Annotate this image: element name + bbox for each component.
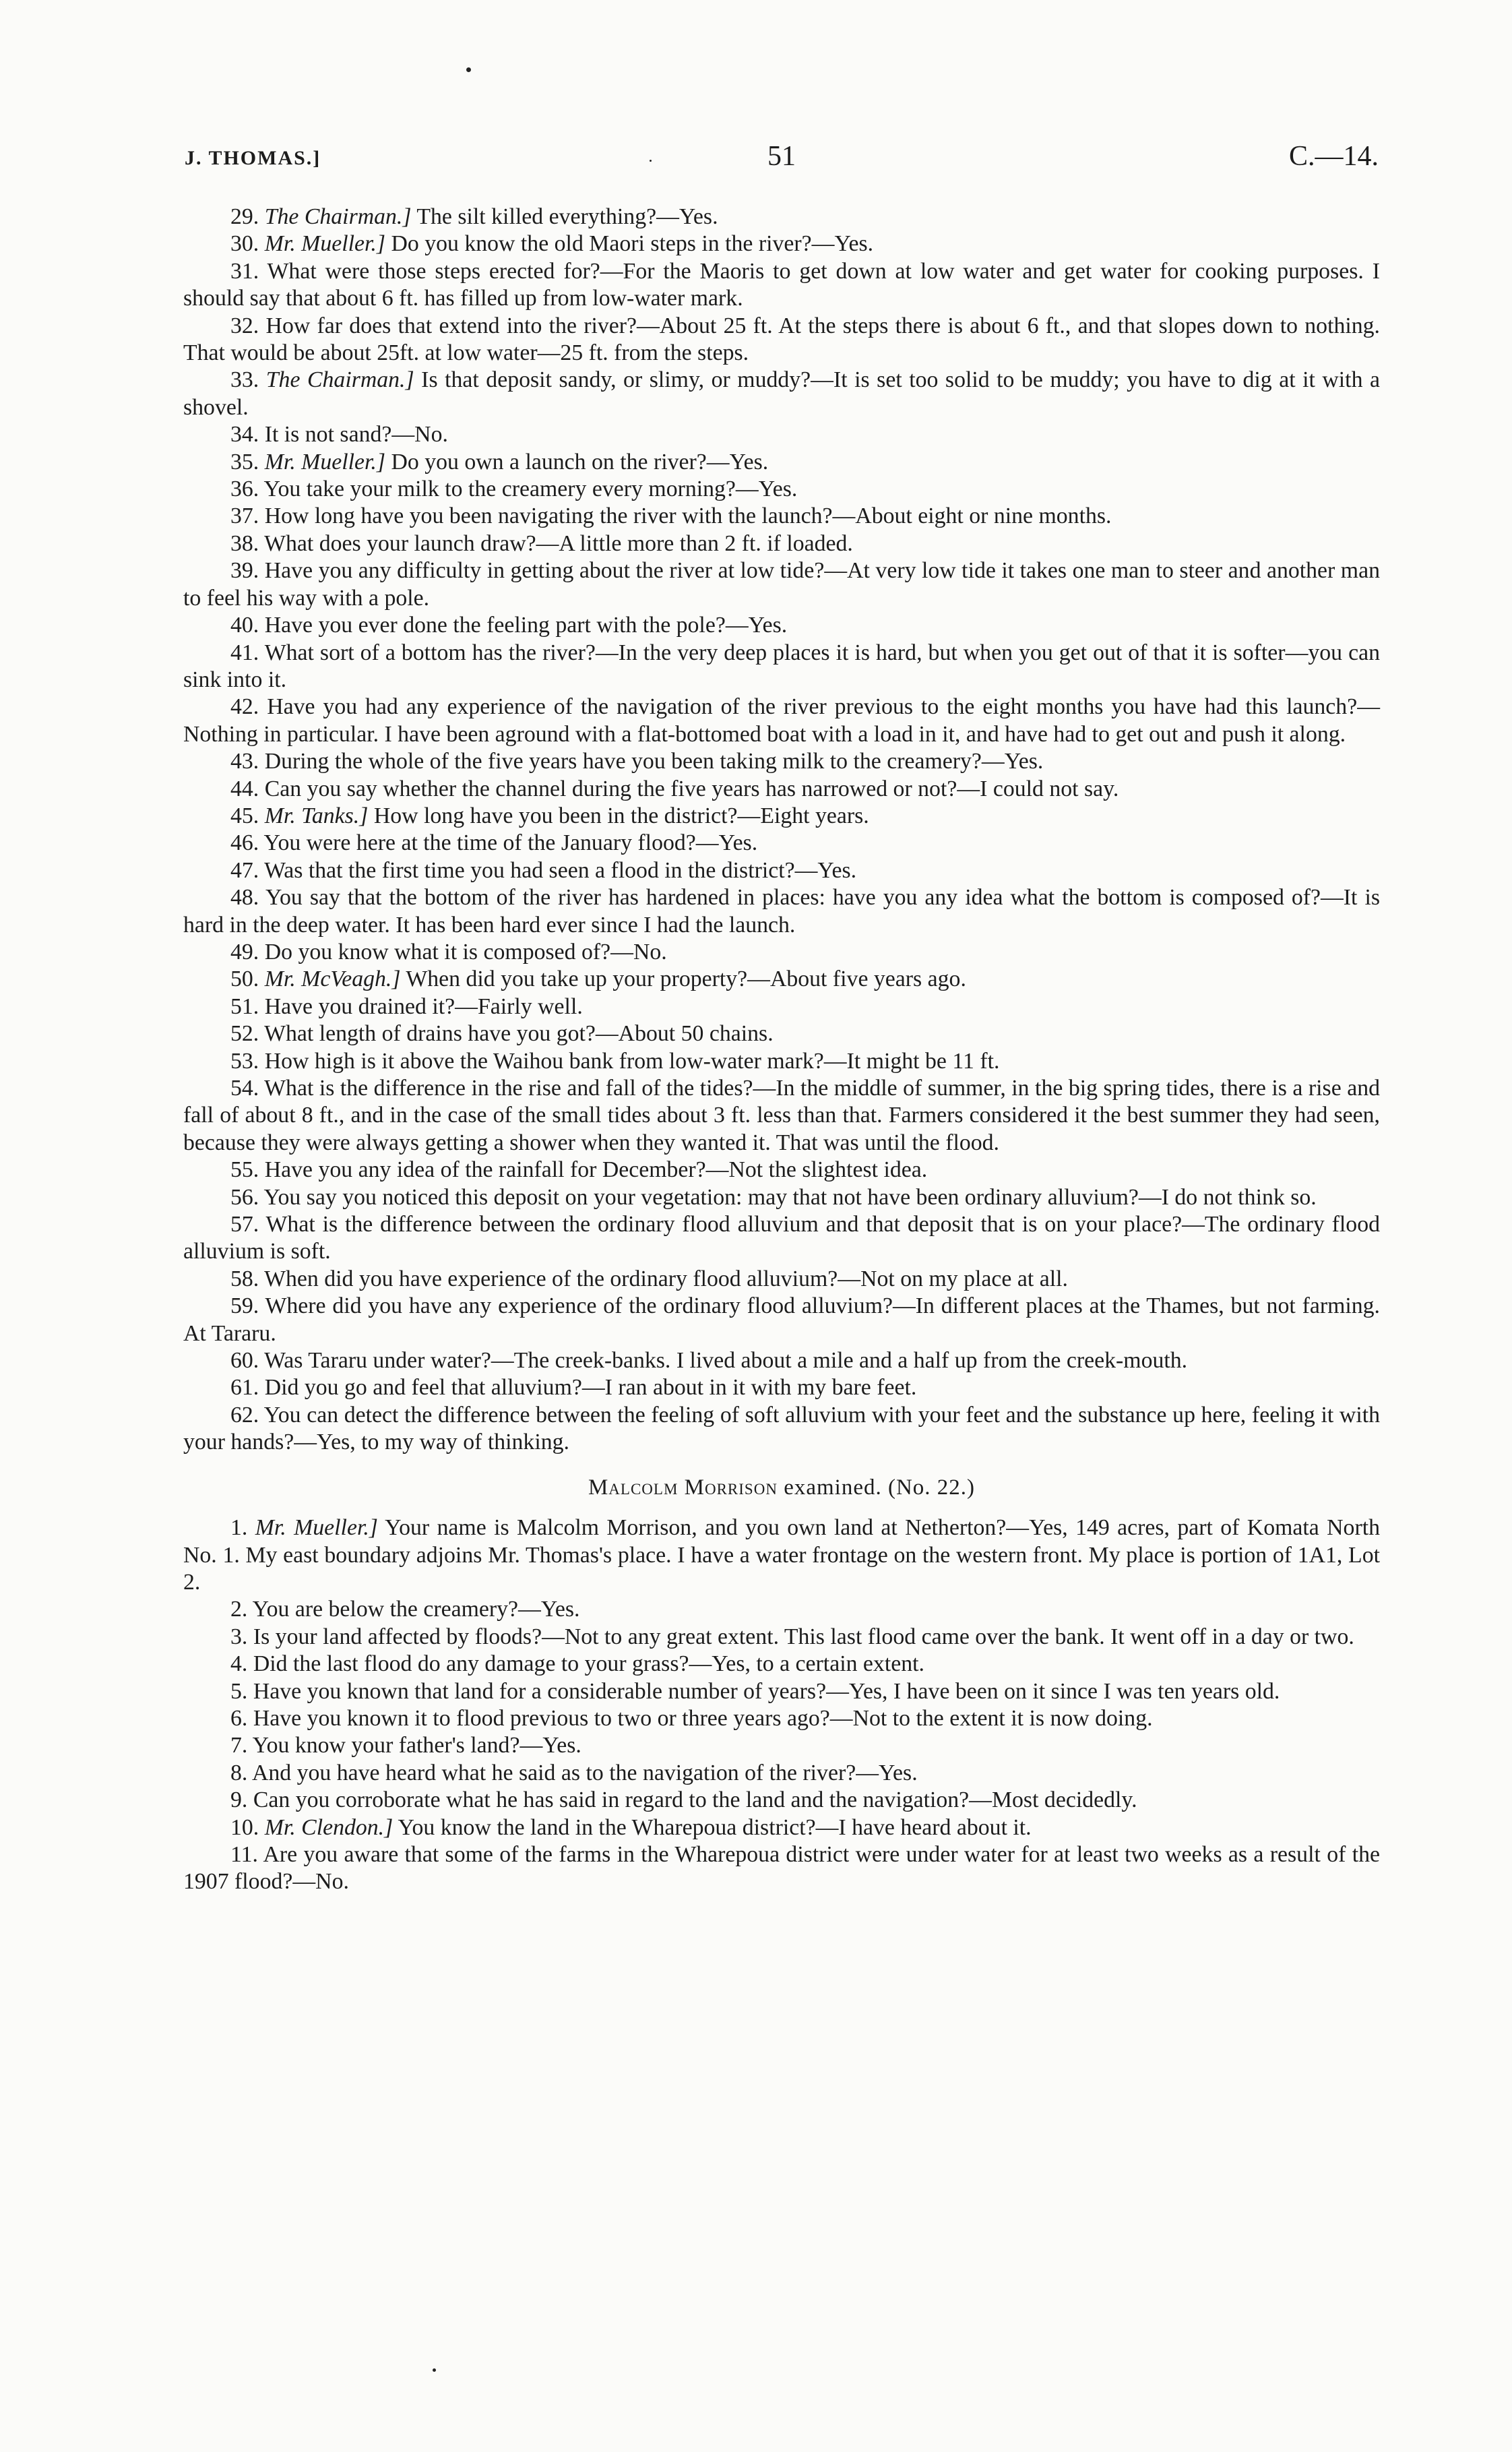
question-number: 58. <box>230 1266 259 1291</box>
question-paragraph <box>183 231 1380 257</box>
question-text: Is your land affected by floods?—Not to any great extent. This last flood came over the bank. It went off in a day or two. <box>253 1624 1354 1649</box>
transcript-body <box>183 204 1380 1896</box>
question-paragraph <box>183 503 1380 530</box>
speaker-name: Mr. Mueller.] <box>255 1515 378 1541</box>
question-number: 7. <box>230 1733 248 1758</box>
question-paragraph <box>183 694 1380 748</box>
question-number: 56. <box>230 1184 259 1210</box>
question-number: 35. <box>230 449 259 474</box>
question-text: It is not sand?—No. <box>264 422 448 448</box>
question-paragraph <box>183 1651 1380 1678</box>
question-paragraph <box>183 640 1380 694</box>
question-text: Do you know what it is composed of?—No. <box>264 939 667 964</box>
question-text: You can detect the difference between the feeling of soft alluvium with your feet and the substance up here, feeling it with your hands?—Yes, to my way of thinking. <box>183 1402 1380 1455</box>
question-paragraph <box>183 939 1380 966</box>
question-number: 2. <box>230 1597 248 1622</box>
question-paragraph <box>183 748 1380 775</box>
question-text: Have you drained it?—Fairly well. <box>264 993 583 1019</box>
question-text: What is the difference between the ordinary flood alluvium and that deposit that is on your place?—The ordinary flood alluvium is soft. <box>183 1212 1380 1264</box>
question-number: 43. <box>230 749 259 774</box>
question-paragraph <box>183 1841 1380 1896</box>
question-number: 40. <box>230 613 259 638</box>
question-paragraph <box>183 1266 1380 1293</box>
question-paragraph <box>183 966 1380 993</box>
question-number: 8. <box>230 1760 248 1785</box>
witness-name: Malcolm Morrison <box>588 1475 778 1500</box>
speaker-name: Mr. Mueller.] <box>264 231 386 257</box>
question-text: What does your launch draw?—A little more than 2 ft. if loaded. <box>264 530 853 556</box>
question-text: During the whole of the five years have you been taking milk to the creamery?—Yes. <box>264 749 1044 774</box>
question-paragraph <box>183 1624 1380 1651</box>
question-paragraph <box>183 313 1380 367</box>
question-paragraph <box>183 530 1380 557</box>
question-paragraph <box>183 1402 1380 1457</box>
speaker-name: Mr. McVeagh.] <box>264 967 401 992</box>
question-text: You know your father's land?—Yes. <box>252 1733 581 1758</box>
question-text: Did you go and feel that alluvium?—I ran about in it with my bare feet. <box>264 1375 917 1401</box>
question-number: 6. <box>230 1705 248 1731</box>
question-paragraph <box>183 367 1380 421</box>
question-number: 30. <box>230 231 259 257</box>
question-number: 62. <box>230 1402 259 1428</box>
question-text: You take your milk to the creamery every morning?—Yes. <box>263 477 798 502</box>
question-number: 53. <box>230 1048 259 1074</box>
question-text: You say that the bottom of the river has hardened in places: have you any idea what the bottom is composed of?—It is hard in the deep water. It has been hard ever since I had the launch. <box>183 885 1380 938</box>
question-text: Is that deposit sandy, or slimy, or muddy?—It is set too solid to be muddy; you have to dig at it with a shovel. <box>183 367 1380 420</box>
question-paragraph <box>183 1732 1380 1759</box>
question-paragraph <box>183 1020 1380 1047</box>
question-paragraph <box>183 612 1380 639</box>
question-number: 3. <box>230 1624 248 1649</box>
question-number: 11. <box>230 1841 258 1867</box>
question-paragraph <box>183 857 1380 884</box>
question-text: How high is it above the Waihou bank from low-water mark?—It might be 11 ft. <box>264 1048 1000 1074</box>
question-paragraph <box>183 884 1380 939</box>
question-text: Do you know the old Maori steps in the river?—Yes. <box>385 231 874 257</box>
question-paragraph <box>183 1347 1380 1374</box>
question-number: 10. <box>230 1814 259 1840</box>
question-number: 61. <box>230 1375 259 1401</box>
question-number: 33. <box>230 367 259 393</box>
question-paragraph <box>183 1184 1380 1211</box>
question-text: Are you aware that some of the farms in the Wharepoua district were under water for at least two weeks as a result of the 1907 flood?—No. <box>183 1841 1380 1895</box>
question-text: Can you say whether the channel during the five years has narrowed or not?—I could not say. <box>264 776 1119 801</box>
question-number: 41. <box>230 640 259 665</box>
question-paragraph <box>183 1293 1380 1347</box>
question-paragraph <box>183 1514 1380 1596</box>
question-number: 60. <box>230 1348 259 1374</box>
question-paragraph <box>183 1075 1380 1157</box>
question-number: 39. <box>230 558 259 584</box>
question-text: Can you corroborate what he has said in regard to the land and the navigation?—Most decidedly. <box>253 1787 1137 1813</box>
question-text: Have you any idea of the rainfall for December?—Not the slightest idea. <box>264 1157 928 1183</box>
question-number: 59. <box>230 1293 259 1319</box>
question-number: 57. <box>230 1212 259 1237</box>
question-text: You say you noticed this deposit on your vegetation: may that not have been ordinary alluvium?—I do not think so. <box>263 1184 1317 1210</box>
speaker-name: Mr. Clendon.] <box>264 1814 393 1840</box>
question-text: Was Tararu under water?—The creek-banks. I lived about a mile and a half up from the creek-mouth. <box>264 1348 1188 1374</box>
top-dot-mark <box>466 67 471 72</box>
question-paragraph <box>183 1157 1380 1184</box>
question-number: 36. <box>230 477 259 502</box>
section-heading <box>183 1474 1380 1501</box>
question-text: You were here at the time of the January flood?—Yes. <box>263 830 758 856</box>
header-witness-name: J. THOMAS.] <box>185 147 321 169</box>
question-number: 54. <box>230 1076 259 1101</box>
question-text: What is the difference in the rise and fall of the tides?—In the middle of summer, in the big spring tides, there is a rise and fall of about 8 ft., and in the case of the small tides about 3 ft. less than that. Farmers considered it the best summer they had seen, because they were always getting a shower when they wanted it. That was until the flood. <box>183 1076 1381 1155</box>
question-number: 51. <box>230 993 259 1019</box>
question-paragraph <box>183 803 1380 830</box>
testimony-part-1 <box>183 204 1380 1457</box>
question-text: What were those steps erected for?—For the Maoris to get down at low water and get water for cooking purposes. I should say that about 6 ft. has filled up from low-water mark. <box>183 258 1380 311</box>
question-paragraph <box>183 830 1380 857</box>
question-number: 37. <box>230 503 259 529</box>
question-text: Where did you have any experience of the ordinary flood alluvium?—In different places at the Thames, but not farming. At Tararu. <box>183 1293 1380 1346</box>
question-paragraph <box>183 1374 1380 1401</box>
question-text: When did you have experience of the ordinary flood alluvium?—Not on my place at all. <box>264 1266 1068 1291</box>
speaker-name: The Chairman.] <box>265 367 414 393</box>
question-text: Have you had any experience of the navigation of the river previous to the eight months you have had this launch?—Nothing in particular. I have been aground with a flat-bottomed boat with a load in it, and have had to get out and push it along. <box>183 694 1380 747</box>
question-text: Have you known that land for a considerable number of years?—Yes, I have been on it since I was ten years old. <box>253 1678 1280 1704</box>
section-heading-suffix: examined. (No. 22.) <box>777 1475 976 1500</box>
question-text: Have you ever done the feeling part with the pole?—Yes. <box>264 613 788 638</box>
question-paragraph <box>183 1814 1380 1841</box>
question-text: What length of drains have you got?—About 50 chains. <box>264 1021 774 1047</box>
question-number: 47. <box>230 857 259 883</box>
question-number: 38. <box>230 530 259 556</box>
question-text: The silt killed everything?—Yes. <box>411 204 718 229</box>
question-paragraph <box>183 1760 1380 1787</box>
question-text: Was that the first time you had seen a flood in the district?—Yes. <box>264 857 857 883</box>
document-code: C.—14. <box>1288 141 1379 172</box>
question-text: And you have heard what he said as to the navigation of the river?—Yes. <box>251 1760 918 1785</box>
speaker-name: Mr. Mueller.] <box>264 449 386 474</box>
question-paragraph <box>183 1211 1380 1266</box>
question-text: How far does that extend into the river?—About 25 ft. At the steps there is about 6 ft., and that slopes down to nothing. That would be about 25ft. at low water—25 ft. from the steps. <box>183 313 1381 366</box>
question-paragraph <box>183 1048 1380 1075</box>
testimony-part-2 <box>183 1514 1380 1896</box>
question-text: Have you any difficulty in getting about the river at low tide?—At very low tide it takes one man to steer and another man to feel his way with a pole. <box>183 558 1380 611</box>
question-paragraph <box>183 476 1380 503</box>
question-number: 44. <box>230 776 259 801</box>
question-text: How long have you been in the district?—Eight years. <box>368 803 869 828</box>
question-paragraph <box>183 1596 1380 1623</box>
question-paragraph <box>183 557 1380 612</box>
question-number: 52. <box>230 1021 259 1047</box>
question-paragraph <box>183 993 1380 1020</box>
question-text: You know the land in the Wharepoua district?—I have heard about it. <box>393 1814 1032 1840</box>
question-text: Do you own a launch on the river?—Yes. <box>385 449 769 474</box>
question-paragraph <box>183 421 1380 448</box>
speaker-name: The Chairman.] <box>264 204 412 229</box>
question-number: 29. <box>230 204 259 229</box>
question-paragraph <box>183 449 1380 476</box>
question-number: 42. <box>230 694 259 720</box>
question-paragraph <box>183 1787 1380 1814</box>
page-header <box>185 140 1379 187</box>
question-number: 55. <box>230 1157 259 1183</box>
question-text: How long have you been navigating the river with the launch?—About eight or nine months. <box>264 503 1112 529</box>
question-paragraph <box>183 258 1380 313</box>
question-number: 46. <box>230 830 259 856</box>
question-paragraph <box>183 1678 1380 1705</box>
question-number: 5. <box>230 1678 248 1704</box>
question-number: 45. <box>230 803 259 828</box>
question-text: You are below the creamery?—Yes. <box>252 1597 580 1622</box>
question-paragraph <box>183 776 1380 803</box>
question-text: Did the last flood do any damage to your grass?—Yes, to a certain extent. <box>253 1651 924 1677</box>
question-number: 48. <box>230 885 259 911</box>
question-number: 34. <box>230 422 259 448</box>
question-number: 50. <box>230 967 259 992</box>
question-paragraph <box>183 204 1380 231</box>
question-text: Your name is Malcolm Morrison, and you own land at Netherton?—Yes, 149 acres, part of Komata North No. 1. My east boundary adjoins Mr. Thomas's place. I have a water frontage on the western front. My place is portion of 1A1, Lot 2. <box>183 1515 1380 1595</box>
question-number: 49. <box>230 939 259 964</box>
question-number: 32. <box>230 313 259 338</box>
question-number: 4. <box>230 1651 248 1677</box>
question-text: When did you take up your property?—About five years ago. <box>400 967 966 992</box>
speaker-name: Mr. Tanks.] <box>264 803 369 828</box>
question-text: What sort of a bottom has the river?—In the very deep places it is hard, but when you get out of that it is softer—you can sink into it. <box>183 640 1380 692</box>
question-paragraph <box>183 1705 1380 1732</box>
question-number: 9. <box>230 1787 248 1813</box>
question-number: 31. <box>230 258 259 284</box>
question-text: Have you known it to flood previous to two or three years ago?—Not to the extent it is now doing. <box>253 1705 1153 1731</box>
bottom-dot-mark <box>433 2368 436 2372</box>
page-number: 51 <box>767 141 796 172</box>
question-number: 1. <box>230 1515 248 1541</box>
